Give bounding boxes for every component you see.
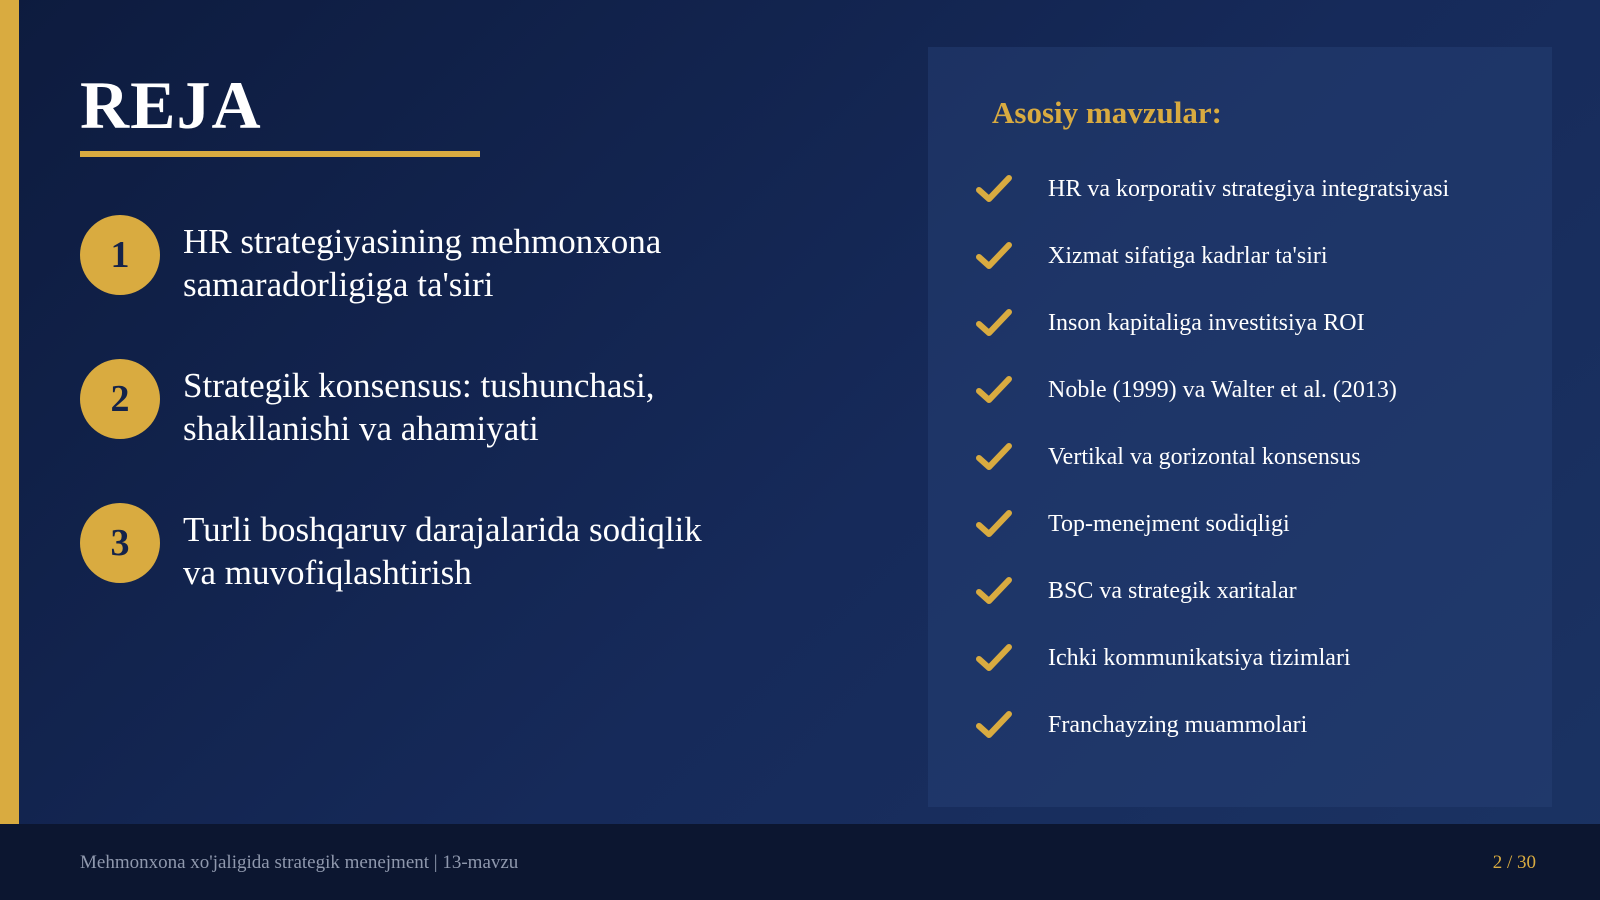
title-underline — [80, 151, 480, 157]
agenda-item-text: Strategik konsensus: tushunchasi, shakllanishi va ahamiyati — [183, 366, 655, 448]
topic-item-text: Vertikal va gorizontal konsensus — [1048, 443, 1361, 470]
topic-item — [976, 504, 1290, 544]
agenda-number-badge: 2 — [80, 359, 160, 439]
agenda-number-badge: 3 — [80, 503, 160, 583]
check-icon — [976, 174, 1012, 204]
agenda-item-text: HR strategiyasining mehmonxona samaradorligiga ta'siri — [183, 222, 662, 304]
topic-item — [976, 638, 1351, 678]
topic-item-text: Inson kapitaliga investitsiya ROI — [1048, 309, 1365, 336]
agenda-item-2 — [80, 359, 703, 450]
check-icon — [976, 241, 1012, 271]
check-icon — [976, 308, 1012, 338]
check-icon — [976, 643, 1012, 673]
check-icon — [976, 576, 1012, 606]
topic-item — [976, 303, 1365, 343]
slide-title: REJA — [80, 67, 262, 143]
topics-heading: Asosiy mavzular: — [992, 95, 1222, 130]
footer-course-title: Mehmonxona xo'jaligida strategik menejment | 13-mavzu — [80, 852, 519, 873]
topic-item-text: Franchayzing muammolari — [1048, 711, 1308, 738]
topic-item — [976, 236, 1328, 276]
left-accent-bar — [0, 0, 19, 824]
footer — [0, 824, 1600, 900]
topic-item-text: HR va korporativ strategiya integratsiyasi — [1048, 175, 1450, 202]
topic-item-text: Xizmat sifatiga kadrlar ta'siri — [1048, 242, 1328, 269]
topic-item-text: Noble (1999) va Walter et al. (2013) — [1048, 376, 1397, 403]
agenda-item-1 — [80, 215, 703, 306]
topic-item-text: Top-menejment sodiqligi — [1048, 510, 1290, 537]
check-icon — [976, 442, 1012, 472]
topic-item-text: Ichki kommunikatsiya tizimlari — [1048, 644, 1351, 671]
topic-item — [976, 437, 1361, 477]
topic-item — [976, 705, 1307, 745]
topic-item — [976, 169, 1449, 209]
page-number: 2 / 30 — [1492, 852, 1536, 873]
topics-panel — [928, 47, 1552, 807]
agenda-item-3 — [80, 503, 703, 594]
topic-item — [976, 571, 1297, 611]
topic-item — [976, 370, 1397, 410]
topic-item-text: BSC va strategik xaritalar — [1048, 577, 1297, 604]
agenda-item-text: Turli boshqaruv darajalarida sodiqlik va muvofiqlashtirish — [183, 510, 702, 592]
check-icon — [976, 710, 1012, 740]
check-icon — [976, 509, 1012, 539]
check-icon — [976, 375, 1012, 405]
agenda-number-badge: 1 — [80, 215, 160, 295]
